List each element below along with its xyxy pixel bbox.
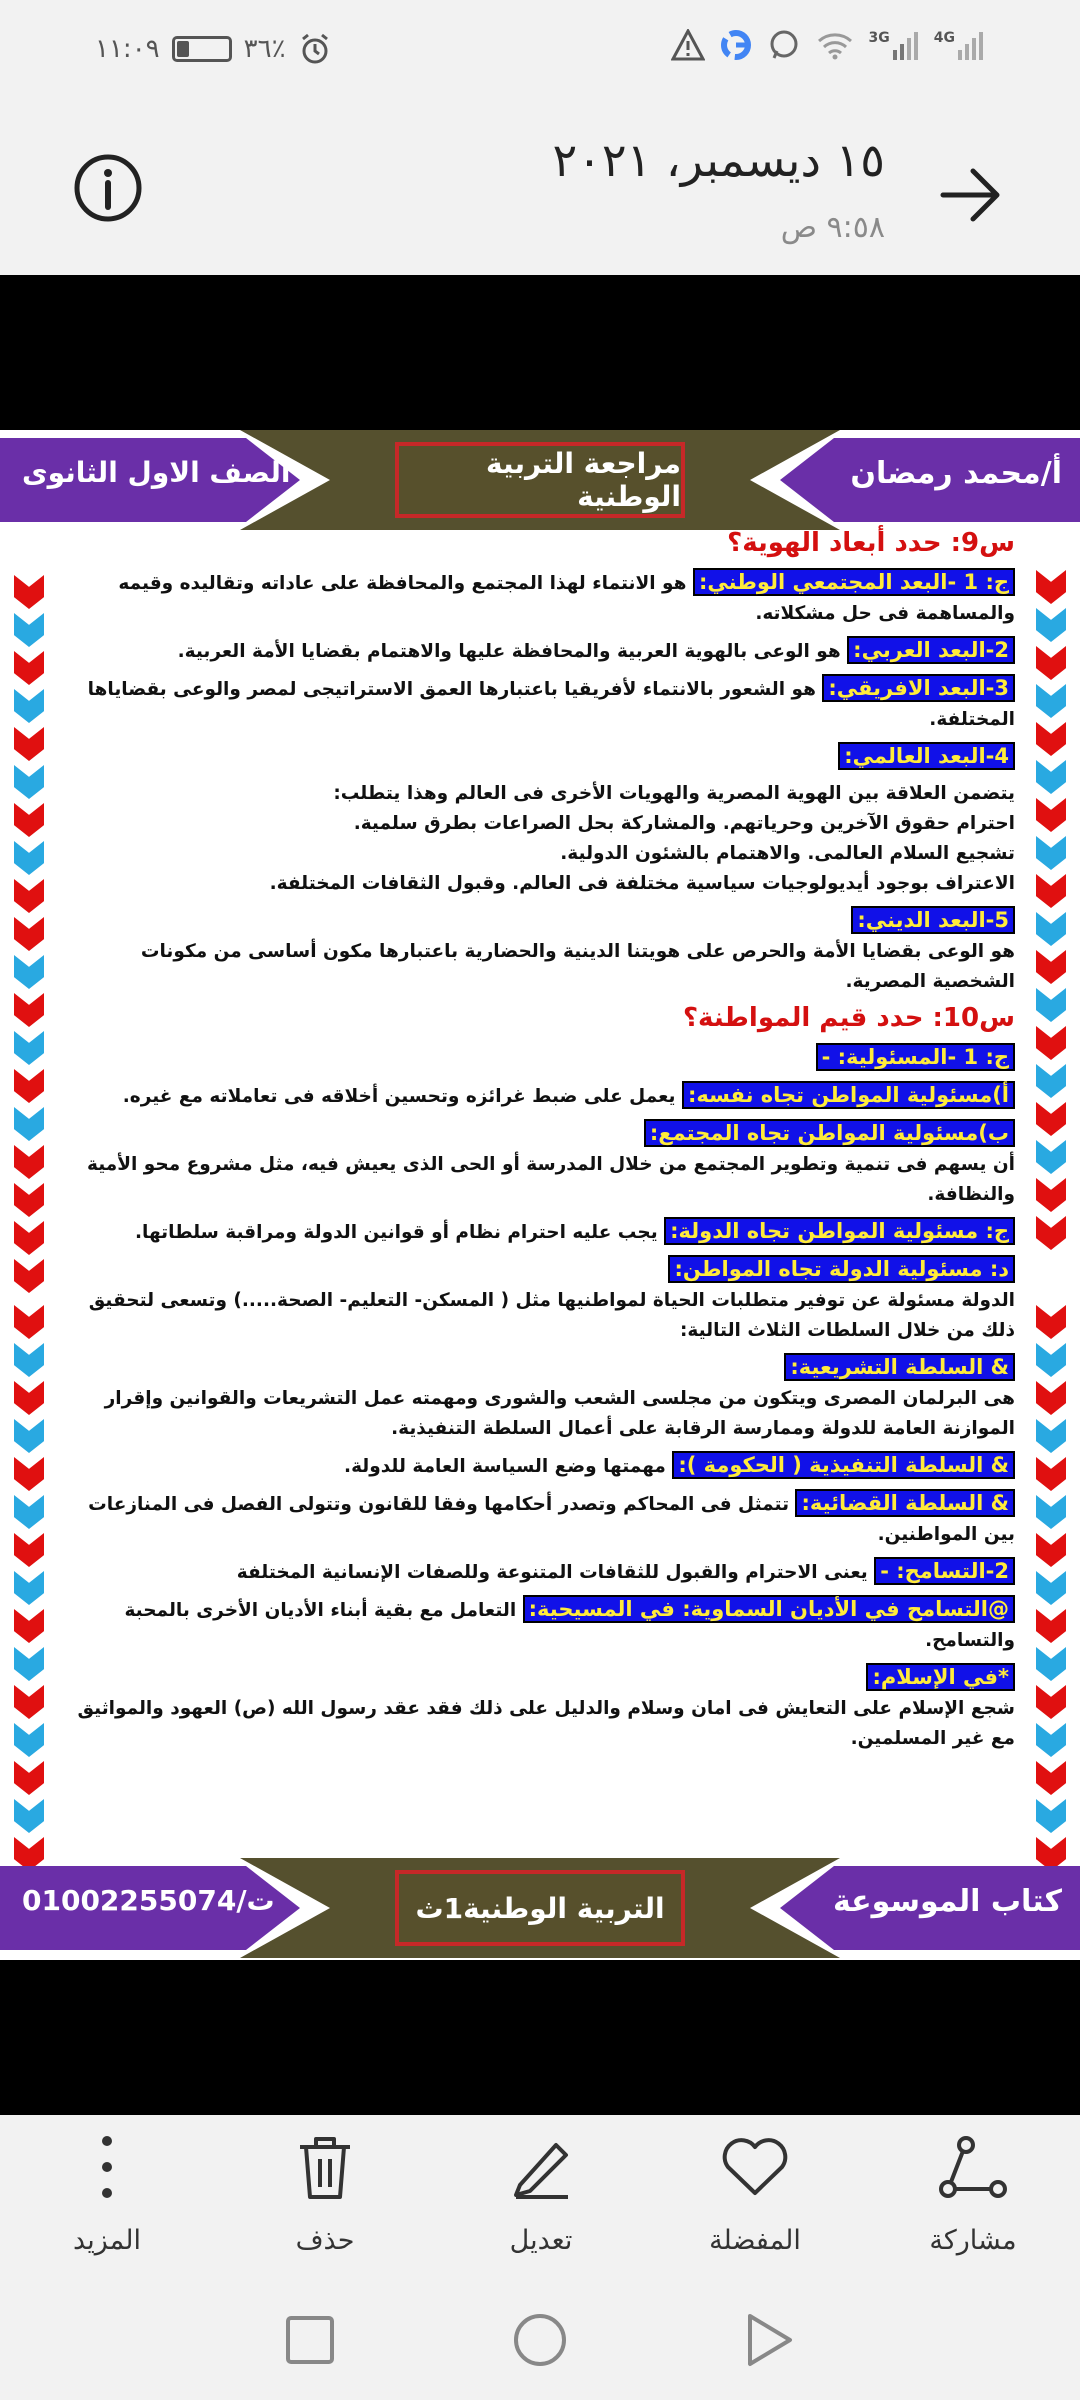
net-3g-label: 3G <box>868 30 890 46</box>
net-4g-label: 4G <box>933 30 955 46</box>
photo-time: ٩:٥٨ ص <box>780 210 885 245</box>
edit-label: تعديل <box>509 2225 573 2256</box>
trash-icon <box>290 2135 360 2199</box>
back-arrow-icon[interactable] <box>935 160 1005 230</box>
heading: 5-البعد الديني: <box>851 906 1015 934</box>
heading: 3-البعد الافريقي: <box>822 674 1015 702</box>
photo-date: ١٥ ديسمبر، ٢٠٢١ <box>552 133 885 187</box>
answer-text: تتمثل فى المحاكم وتصدر أحكامها وفقا للقانون وتتولى الفصل فى المنازعات بين المواطنين. <box>88 1494 1015 1545</box>
letterbox-top <box>0 275 1080 430</box>
heart-icon <box>720 2135 790 2199</box>
system-nav-bar <box>0 2295 1080 2400</box>
letterbox-bottom <box>0 1960 1080 2115</box>
bottom-banner <box>0 1858 1080 1958</box>
heading: ج: 1 -البعد المجتمعي الوطني: <box>693 568 1015 596</box>
answer-text: يتضمن العلاقة بين الهوية المصرية والهويات الأخرى فى العالم وهذا يتطلب: <box>333 783 1015 804</box>
signal-3g <box>869 30 920 60</box>
more-vertical-icon <box>72 2135 142 2199</box>
banner-title: مراجعة التربية الوطنية <box>395 442 685 518</box>
google-icon <box>719 28 753 62</box>
heading: @التسامح في الأديان السماوية: في المسيحية: <box>523 1595 1015 1623</box>
chevron-column-left-lower <box>14 1305 44 1913</box>
answer-text: هى البرلمان المصرى ويتكون من مجلسى الشعب والشورى ومهمته عمل التشريعات والقوانين وإقرار الموازنة العامة للدولة وممارسة الرقابة على أعمال السلطة التنفيذية. <box>104 1388 1015 1439</box>
more-label: المزيد <box>73 2225 141 2256</box>
answer-text: مهمتها وضع السياسة العامة للدولة. <box>344 1456 666 1477</box>
home-circle-icon[interactable] <box>512 2312 568 2368</box>
answer-text: الاعتراف بوجود أيديولوجيات سياسية مختلفة فى العالم. وقبول الثقافات المختلفة. <box>269 873 1015 894</box>
answer-text: أن يسهم فى تنمية وتطوير المجتمع من خلال المدرسة أو الحى الذى يعيش فيه، مثل مشروع محو الأمية والنظافة. <box>86 1154 1015 1205</box>
answer-text: هو الوعى بقضايا الأمة والحرص على هويتنا الدينية والحضارية باعتبارها مكون أساسى من مكونات الشخصية المصرية. <box>140 941 1015 992</box>
signal-4g <box>934 30 985 60</box>
heading: أ)مسئولية المواطن تجاه نفسه: <box>682 1081 1015 1109</box>
phone-number: ت/01002255074 <box>22 1884 275 1917</box>
share-label: مشاركة <box>929 2225 1017 2256</box>
heading: ج: مسئولية المواطن تجاه الدولة: <box>664 1217 1015 1245</box>
question-9: س9: حدد أبعاد الهوية؟ <box>727 528 1015 558</box>
chevron-column-right-lower <box>1036 1305 1066 1913</box>
delete-button[interactable] <box>250 2135 400 2256</box>
info-icon[interactable] <box>72 152 144 224</box>
favorite-button[interactable] <box>680 2135 830 2256</box>
wifi-icon <box>815 29 855 61</box>
whatsapp-icon <box>767 28 801 62</box>
heading: 4-البعد العالمي: <box>838 742 1015 770</box>
delete-label: حذف <box>295 2225 355 2256</box>
status-right <box>671 28 985 62</box>
heading: د: مسئولية الدولة تجاه المواطن: <box>668 1255 1015 1283</box>
status-left <box>95 32 332 66</box>
heading: & السلطة التشريعية: <box>784 1353 1015 1381</box>
recents-square-icon[interactable] <box>285 2315 335 2365</box>
answer-text: شجع الإسلام على التعايش فى امان وسلام والدليل على ذلك فقد عقد رسول الله (ص) العهود والمواثيق مع غير المسلمين. <box>77 1698 1015 1749</box>
answer-text: هو الشعور بالانتماء لأفريقيا باعتبارها العمق الاستراتيجى لمصر والوعى بقضاياها المختلفة. <box>87 679 1015 730</box>
heading: 2-التسامح: - <box>874 1557 1015 1585</box>
heading: & السلطة التنفيذية ( الحكومة ): <box>672 1451 1015 1479</box>
heading: ج: 1 -المسئولية: - <box>816 1043 1015 1071</box>
answer-text: هو الوعى بالهوية العربية والمحافظة عليها والاهتمام بقضايا الأمة العربية. <box>177 641 841 662</box>
battery-percent: ٣٦٪ <box>243 34 286 64</box>
chevron-column-left-upper <box>14 575 44 1297</box>
back-triangle-icon[interactable] <box>745 2313 795 2367</box>
banner-subject: التربية الوطنية1ث <box>395 1870 685 1946</box>
heading: 2-البعد العربي: <box>847 636 1015 664</box>
chevron-column-right-upper <box>1036 570 1066 1254</box>
answer-text: الدولة مسئولة عن توفير متطلبات الحياة لمواطنيها مثل ( المسكن- التعليم- الصحة.....) وتسعى لتحقيق ذلك من خلال السلطات الثلاث التالية: <box>88 1290 1015 1341</box>
alarm-icon <box>298 32 332 66</box>
grade-label: الصف الاول الثانوى <box>22 456 291 489</box>
status-bar <box>0 0 1080 105</box>
answer-text: تشجيع السلام العالمى. والاهتمام بالشئون الدولية. <box>560 843 1015 864</box>
share-button[interactable] <box>898 2135 1048 2256</box>
signal-icon <box>892 30 920 60</box>
heading: & السلطة القضائية: <box>795 1489 1015 1517</box>
book-name: كتاب الموسوعة <box>832 1884 1062 1919</box>
warning-icon <box>671 29 705 61</box>
top-banner <box>0 430 1080 530</box>
battery-icon <box>172 36 232 62</box>
question-10: س10: حدد قيم المواطنة؟ <box>682 1003 1015 1033</box>
action-bar <box>0 2115 1080 2295</box>
pencil-icon <box>506 2135 576 2199</box>
heading: ب)مسئولية المواطن تجاه المجتمع: <box>644 1119 1015 1147</box>
signal-icon <box>957 30 985 60</box>
answer-text: التعامل مع بقية أبناء الأديان الأخرى بالمحبة والتسامح. <box>124 1600 1015 1651</box>
favorite-label: المفضلة <box>709 2225 801 2256</box>
answer-text: احترام حقوق الآخرين وحرياتهم. والمشاركة بحل الصراعات بطرق سلمية. <box>353 813 1015 834</box>
answer-text: يعنى الاحترام والقبول للثقافات المتنوعة وللصفات الإنسانية المختلفة <box>236 1562 868 1583</box>
share-icon <box>938 2135 1008 2199</box>
document-content <box>60 528 1015 1760</box>
answer-text: يعمل على ضبط غرائزه وتحسين أخلاقه فى تعاملاته مع غيره. <box>122 1086 676 1107</box>
answer-text: هو الانتماء لهذا المجتمع والمحافظة على عاداته وتقاليده وقيمه والمساهمة فى حل مشكلاته. <box>118 573 1015 624</box>
clock: ١١:٠٩ <box>95 34 160 64</box>
edit-button[interactable] <box>466 2135 616 2256</box>
gallery-header <box>0 105 1080 275</box>
teacher-name: أ/محمد رمضان <box>850 456 1062 491</box>
document-image[interactable] <box>0 430 1080 1960</box>
heading: *في الإسلام: <box>866 1663 1015 1691</box>
answer-text: يجب عليه احترام نظام أو قوانين الدولة ومراقبة سلطاتها. <box>135 1222 658 1243</box>
more-button[interactable] <box>32 2135 182 2256</box>
